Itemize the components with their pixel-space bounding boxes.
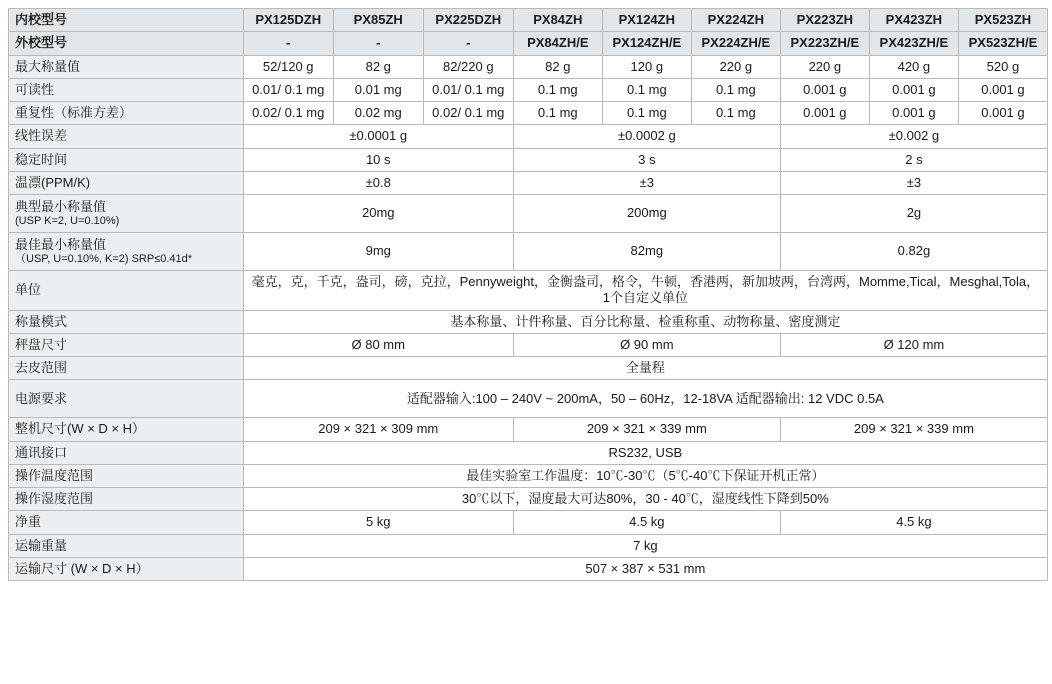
cell-readability-3: 0.1 mg	[513, 78, 602, 101]
cell-readability-2: 0.01/ 0.1 mg	[423, 78, 513, 101]
cell-best-min-weight-1: 82mg	[513, 233, 780, 271]
cell-typical-min-weight-0: 20mg	[243, 195, 513, 233]
cell-max-capacity-5: 220 g	[691, 55, 780, 78]
table-row-tare-range	[9, 357, 1048, 380]
cell-repeatability-3: 0.1 mg	[513, 102, 602, 125]
cell-shipping-weight: 7 kg	[243, 534, 1047, 557]
table-row-best-min-weight	[9, 233, 1048, 271]
cell-power	[243, 380, 1047, 418]
cell-linearity-1: ±0.0002 g	[513, 125, 780, 148]
row-label-dimensions: 整机尺寸(W × D × H）	[9, 418, 244, 441]
table-row-shipping-dims	[9, 557, 1048, 580]
row-label-typical-min-weight-main: 典型最小称量值	[15, 198, 107, 214]
table-row-readability	[9, 78, 1048, 101]
cell-model-internal-1: PX85ZH	[333, 9, 423, 32]
cell-pan-size-0: Ø 80 mm	[243, 333, 513, 356]
table-row-pan-size	[9, 333, 1048, 356]
cell-max-capacity-6: 220 g	[780, 55, 869, 78]
cell-model-internal-7: PX423ZH	[869, 9, 958, 32]
row-label-readability: 可读性	[9, 78, 244, 101]
row-label-interface: 通讯接口	[9, 441, 244, 464]
cell-readability-7: 0.001 g	[869, 78, 958, 101]
cell-repeatability-1: 0.02 mg	[333, 102, 423, 125]
row-label-shipping-dims: 运输尺寸 (W × D × H）	[9, 557, 244, 580]
table-row-external-models	[9, 32, 1048, 55]
table-row-net-weight	[9, 511, 1048, 534]
cell-op-humidity: 30℃以下，湿度最大可达80%，30 - 40℃，湿度线性下降到50%	[243, 488, 1047, 511]
cell-max-capacity-8: 520 g	[958, 55, 1047, 78]
cell-repeatability-7: 0.001 g	[869, 102, 958, 125]
cell-repeatability-8: 0.001 g	[958, 102, 1047, 125]
row-label-pan-size: 秤盘尺寸	[9, 333, 244, 356]
cell-linearity-0: ±0.0001 g	[243, 125, 513, 148]
cell-model-internal-3: PX84ZH	[513, 9, 602, 32]
cell-model-external-3: PX84ZH/E	[513, 32, 602, 55]
table-row-repeatability	[9, 102, 1048, 125]
row-label-stabilization-time: 稳定时间	[9, 148, 244, 171]
table-row-op-temp	[9, 464, 1048, 487]
cell-typical-min-weight-2: 2g	[780, 195, 1047, 233]
table-row-max-capacity	[9, 55, 1048, 78]
cell-weighing-modes: 基本称量、计件称量、百分比称量、检重称重、动物称量、密度测定	[243, 310, 1047, 333]
cell-stabilization-1: 3 s	[513, 148, 780, 171]
table-row-internal-models	[9, 9, 1048, 32]
cell-dimensions-1: 209 × 321 × 339 mm	[513, 418, 780, 441]
cell-power-line1: 适配器输入:100 – 240V ~ 200mA，50 – 60Hz，12-18VA	[406, 390, 733, 406]
cell-stabilization-2: 2 s	[780, 148, 1047, 171]
cell-shipping-dims: 507 × 387 × 531 mm	[243, 557, 1047, 580]
row-label-power: 电源要求	[9, 380, 244, 418]
cell-model-external-1: -	[333, 32, 423, 55]
table-row-temp-drift	[9, 171, 1048, 194]
cell-repeatability-2: 0.02/ 0.1 mg	[423, 102, 513, 125]
cell-repeatability-4: 0.1 mg	[602, 102, 691, 125]
row-label-op-humidity: 操作湿度范围	[9, 488, 244, 511]
cell-model-external-2: -	[423, 32, 513, 55]
cell-power-line2: 适配器输出: 12 VDC 0.5A	[735, 390, 884, 406]
cell-temp-drift-0: ±0.8	[243, 171, 513, 194]
cell-units: 毫克，克，千克，盎司，磅，克拉，Pennyweight，金衡盎司，格令，牛顿，香港两，新加坡两，台湾两，Momme,Tical，Mesghal,Tola，1个自定义单位	[243, 271, 1047, 311]
cell-max-capacity-2: 82/220 g	[423, 55, 513, 78]
cell-model-internal-0: PX125DZH	[243, 9, 333, 32]
row-label-repeatability: 重复性（标准方差）	[9, 102, 244, 125]
cell-typical-min-weight-1: 200mg	[513, 195, 780, 233]
table-row-op-humidity	[9, 488, 1048, 511]
row-label-units: 单位	[9, 271, 244, 311]
row-label-net-weight: 净重	[9, 511, 244, 534]
cell-tare-range: 全量程	[243, 357, 1047, 380]
cell-readability-6: 0.001 g	[780, 78, 869, 101]
table-row-dimensions	[9, 418, 1048, 441]
cell-max-capacity-1: 82 g	[333, 55, 423, 78]
cell-max-capacity-4: 120 g	[602, 55, 691, 78]
table-row-weighing-modes	[9, 310, 1048, 333]
cell-interface: RS232, USB	[243, 441, 1047, 464]
row-label-best-min-weight-sub: （USP, U=0.10%, K=2) SRP≤0.41d*	[15, 253, 193, 266]
cell-max-capacity-3: 82 g	[513, 55, 602, 78]
table-row-stabilization-time	[9, 148, 1048, 171]
row-label-temp-drift: 温漂(PPM/K)	[9, 171, 244, 194]
cell-repeatability-0: 0.02/ 0.1 mg	[243, 102, 333, 125]
row-label-shipping-weight: 运输重量	[9, 534, 244, 557]
cell-readability-5: 0.1 mg	[691, 78, 780, 101]
cell-pan-size-2: Ø 120 mm	[780, 333, 1047, 356]
cell-readability-8: 0.001 g	[958, 78, 1047, 101]
row-label-typical-min-weight	[9, 195, 244, 233]
cell-model-internal-4: PX124ZH	[602, 9, 691, 32]
cell-dimensions-2: 209 × 321 × 339 mm	[780, 418, 1047, 441]
cell-net-weight-0: 5 kg	[243, 511, 513, 534]
table-row-linearity	[9, 125, 1048, 148]
cell-temp-drift-1: ±3	[513, 171, 780, 194]
row-label-max-capacity: 最大称量值	[9, 55, 244, 78]
row-label-linearity: 线性误差	[9, 125, 244, 148]
specifications-table	[8, 8, 1048, 581]
cell-best-min-weight-2: 0.82g	[780, 233, 1047, 271]
row-label-external-cal: 外校型号	[9, 32, 244, 55]
table-row-units	[9, 271, 1048, 311]
cell-model-internal-8: PX523ZH	[958, 9, 1047, 32]
row-label-weighing-modes: 称量模式	[9, 310, 244, 333]
cell-stabilization-0: 10 s	[243, 148, 513, 171]
table-row-typical-min-weight	[9, 195, 1048, 233]
cell-model-external-7: PX423ZH/E	[869, 32, 958, 55]
cell-readability-0: 0.01/ 0.1 mg	[243, 78, 333, 101]
cell-model-external-5: PX224ZH/E	[691, 32, 780, 55]
cell-linearity-2: ±0.002 g	[780, 125, 1047, 148]
row-label-best-min-weight-main: 最佳最小称量值	[15, 236, 107, 252]
cell-model-internal-6: PX223ZH	[780, 9, 869, 32]
cell-model-external-4: PX124ZH/E	[602, 32, 691, 55]
cell-repeatability-5: 0.1 mg	[691, 102, 780, 125]
row-label-internal-cal: 内校型号	[9, 9, 244, 32]
cell-temp-drift-2: ±3	[780, 171, 1047, 194]
cell-dimensions-0: 209 × 321 × 309 mm	[243, 418, 513, 441]
table-row-interface	[9, 441, 1048, 464]
cell-net-weight-1: 4.5 kg	[513, 511, 780, 534]
cell-readability-1: 0.01 mg	[333, 78, 423, 101]
row-label-typical-min-weight-sub: (USP K=2, U=0.10%)	[15, 215, 120, 228]
cell-repeatability-6: 0.001 g	[780, 102, 869, 125]
cell-model-external-0: -	[243, 32, 333, 55]
cell-readability-4: 0.1 mg	[602, 78, 691, 101]
cell-pan-size-1: Ø 90 mm	[513, 333, 780, 356]
row-label-best-min-weight	[9, 233, 244, 271]
table-row-power	[9, 380, 1048, 418]
cell-model-external-8: PX523ZH/E	[958, 32, 1047, 55]
cell-op-temp: 最佳实验室工作温度：10℃-30℃（5℃-40℃下保证开机正常）	[243, 464, 1047, 487]
cell-net-weight-2: 4.5 kg	[780, 511, 1047, 534]
cell-max-capacity-7: 420 g	[869, 55, 958, 78]
cell-max-capacity-0: 52/120 g	[243, 55, 333, 78]
cell-model-internal-2: PX225DZH	[423, 9, 513, 32]
row-label-op-temp: 操作温度范围	[9, 464, 244, 487]
cell-model-external-6: PX223ZH/E	[780, 32, 869, 55]
table-row-shipping-weight	[9, 534, 1048, 557]
cell-best-min-weight-0: 9mg	[243, 233, 513, 271]
cell-model-internal-5: PX224ZH	[691, 9, 780, 32]
row-label-tare-range: 去皮范围	[9, 357, 244, 380]
